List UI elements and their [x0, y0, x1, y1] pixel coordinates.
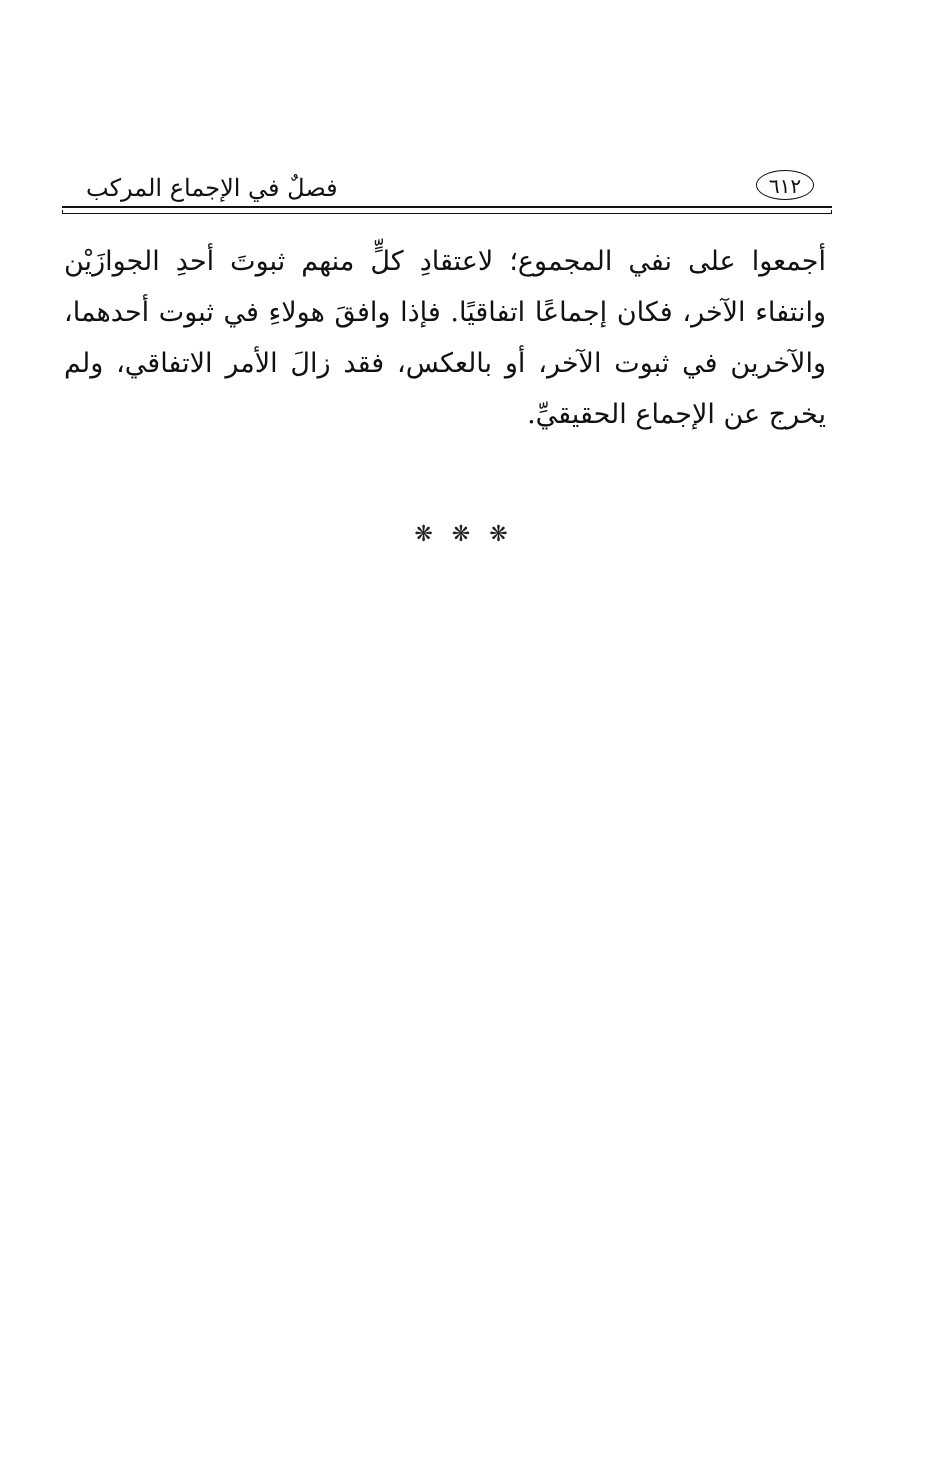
chapter-title: فصلٌ في الإجماع المركب: [86, 174, 338, 202]
body-text: [64, 236, 826, 440]
paragraph: أجمعوا على نفي المجموع؛ لاعتقادِ كلٍّ منهم ثبوتَ أحدِ الجوازَيْن وانتفاء الآخر، فكان إجماعًا اتفاقيًا. فإذا وافقَ هولاءِ في ثبوت أحدهما، والآخرين في ثبوت الآخر، أو بالعكس، فقد زالَ الأمر الاتفاقي، ولم يخرج عن الإجماع الحقيقيِّ.: [64, 246, 826, 430]
running-header: [62, 168, 832, 216]
page-number: ٦١٢: [756, 170, 814, 200]
section-end-ornament: ❋ ❋ ❋: [414, 522, 514, 547]
header-rule-frame: [62, 210, 832, 214]
header-rule: [62, 206, 832, 208]
